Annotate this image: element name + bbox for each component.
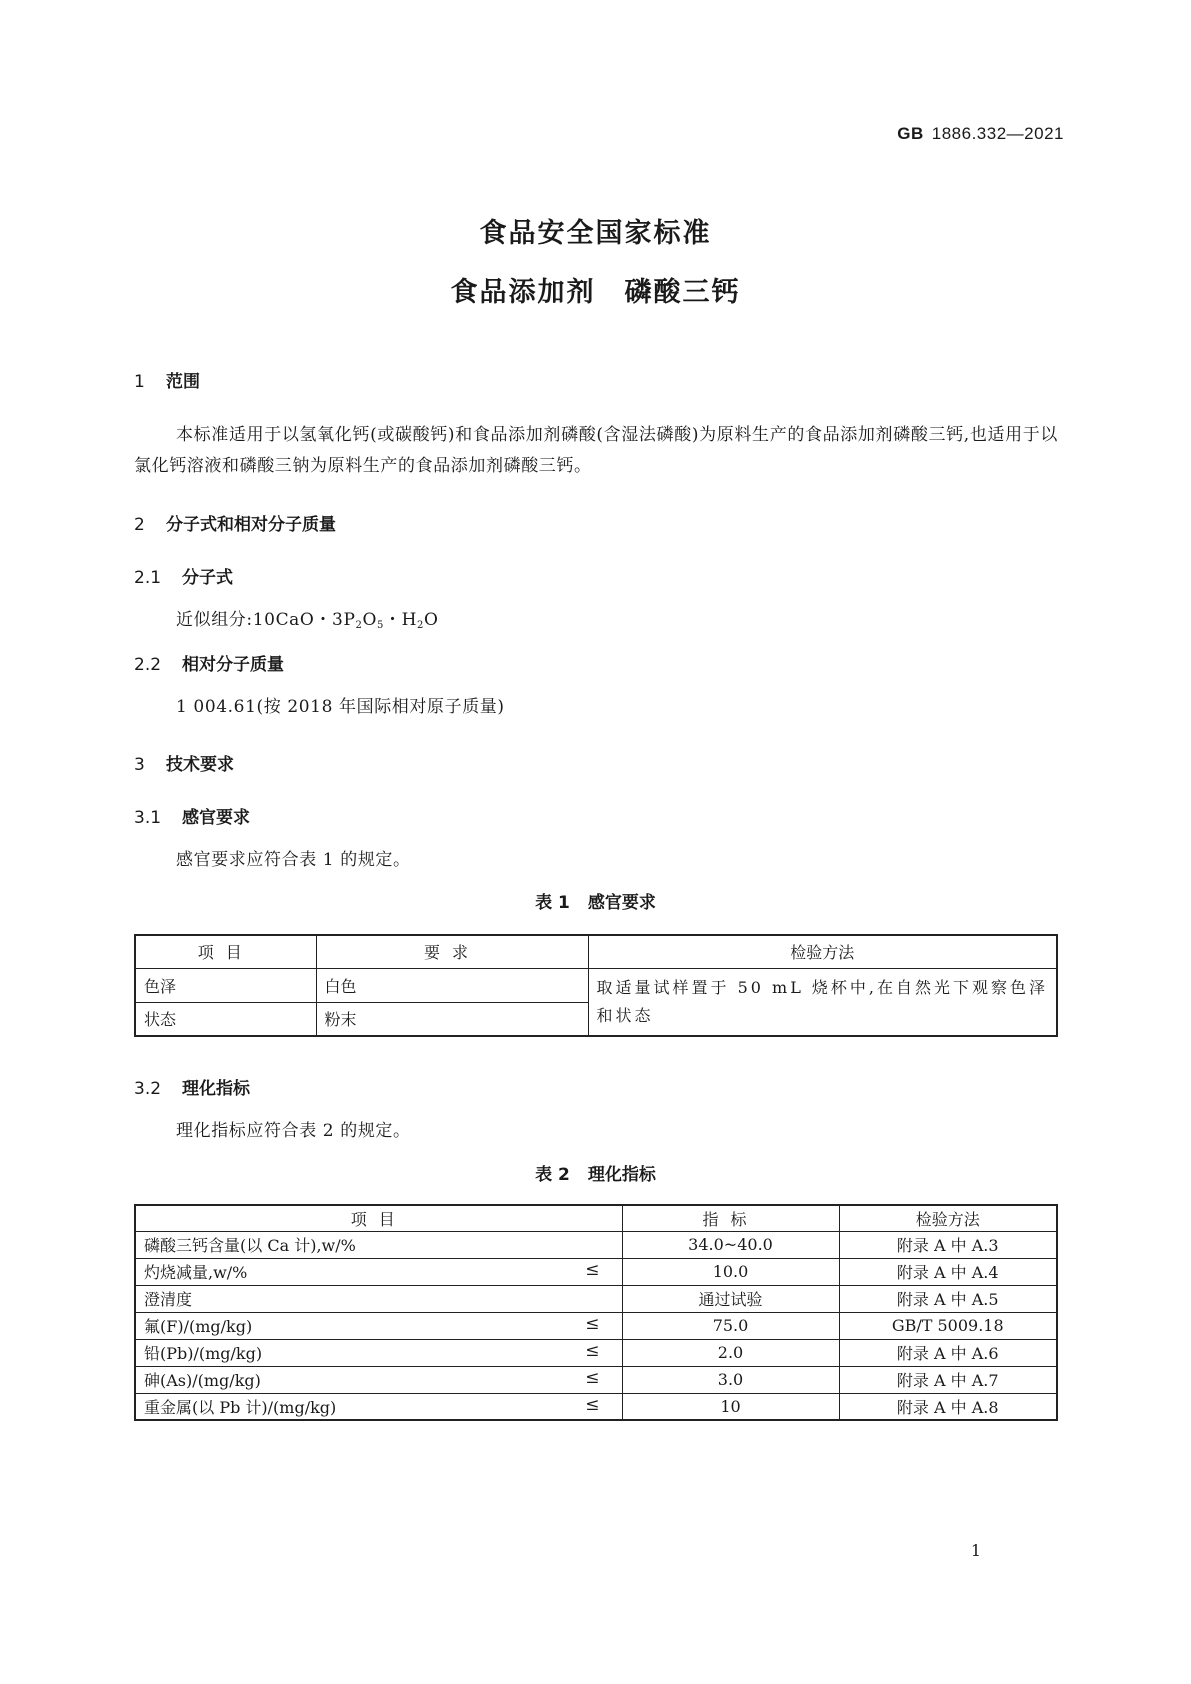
cell-method: 附录 A 中 A.3	[839, 1231, 1057, 1258]
standard-prefix: GB	[897, 124, 924, 143]
cell-method: 附录 A 中 A.8	[839, 1393, 1057, 1420]
cell-item-container	[135, 1366, 622, 1393]
section-2-1-heading	[134, 563, 233, 588]
document-subtitle: 食品添加剂 磷酸三钙	[450, 277, 741, 308]
header-requirement: 要求	[316, 935, 588, 968]
section-1-heading	[134, 367, 200, 392]
physchem-table	[134, 1204, 1058, 1421]
section-number: 2.2	[134, 655, 162, 675]
table-1-caption	[0, 888, 1191, 913]
section-title: 分子式	[182, 568, 233, 588]
formula-subscript: 5	[377, 620, 384, 631]
molecular-formula	[176, 605, 439, 630]
section-3-2-heading	[134, 1074, 250, 1099]
cell-method: 附录 A 中 A.6	[839, 1339, 1057, 1366]
lte-symbol: ≤	[585, 1341, 600, 1361]
scope-paragraph: 本标准适用于以氢氧化钙(或碳酸钙)和食品添加剂磷酸(含湿法磷酸)为原料生产的食品添加剂磷酸三钙,也适用于以氯化钙溶液和磷酸三钠为原料生产的食品添加剂磷酸三钙。	[134, 425, 1058, 476]
header-value: 指标	[622, 1205, 839, 1231]
table-row	[135, 968, 1057, 1002]
cell-item-container	[135, 1393, 622, 1420]
cell-item: 砷(As)/(mg/kg)	[144, 1371, 261, 1390]
cell-method: 附录 A 中 A.4	[839, 1258, 1057, 1285]
cell-item: 重金属(以 Pb 计)/(mg/kg)	[144, 1397, 337, 1417]
page-number: 1	[970, 1541, 981, 1560]
cell-method: GB/T 5009.18	[839, 1312, 1057, 1339]
section-number: 3.2	[134, 1079, 162, 1099]
molecular-mass: 1 004.61(按 2018 年国际相对原子质量)	[176, 697, 505, 717]
section-title: 范围	[166, 372, 200, 392]
section-title: 技术要求	[166, 755, 234, 775]
table-number: 表 1	[535, 893, 570, 913]
header-item: 项目	[135, 935, 316, 968]
table-row	[135, 1339, 1057, 1366]
formula-subscript: 2	[355, 620, 363, 631]
formula-part: 10CaO・3P	[252, 610, 356, 630]
section-title: 感官要求	[182, 808, 250, 828]
formula-part: O	[362, 610, 378, 630]
section-title: 理化指标	[182, 1079, 250, 1099]
cell-item: 磷酸三钙含量(以 Ca 计),w/%	[135, 1231, 622, 1258]
document-title: 食品安全国家标准	[479, 218, 712, 249]
table-title: 理化指标	[587, 1165, 656, 1185]
header-method: 检验方法	[839, 1205, 1057, 1231]
sensory-intro: 感官要求应符合表 1 的规定。	[176, 850, 411, 870]
table-number: 表 2	[535, 1165, 570, 1185]
cell-value: 通过试验	[622, 1285, 839, 1312]
cell-value: 3.0	[622, 1366, 839, 1393]
formula-subscript: 2	[417, 620, 424, 631]
table-header-row	[135, 935, 1057, 968]
standard-code	[897, 124, 1064, 144]
section-3-1-heading	[134, 803, 250, 828]
table-row	[135, 1231, 1057, 1258]
formula-part: ・H	[384, 610, 418, 630]
cell-value: 10	[622, 1393, 839, 1420]
cell-item: 氟(F)/(mg/kg)	[144, 1317, 253, 1336]
lte-symbol: ≤	[585, 1260, 600, 1280]
formula-label: 近似组分:	[176, 610, 253, 630]
cell-method: 附录 A 中 A.5	[839, 1285, 1057, 1312]
cell-value: 10.0	[622, 1258, 839, 1285]
table-header-row	[135, 1205, 1057, 1231]
cell-item: 澄清度	[135, 1285, 622, 1312]
cell-method: 附录 A 中 A.7	[839, 1366, 1057, 1393]
section-number: 2.1	[134, 568, 162, 588]
cell-item-container	[135, 1258, 622, 1285]
cell-item-container	[135, 1339, 622, 1366]
cell-value: 75.0	[622, 1312, 839, 1339]
section-title: 相对分子质量	[182, 655, 284, 675]
cell-item: 铅(Pb)/(mg/kg)	[144, 1344, 263, 1363]
cell-requirement: 白色	[316, 968, 588, 1002]
table-row	[135, 1285, 1057, 1312]
cell-value: 34.0~40.0	[622, 1231, 839, 1258]
sensory-table	[134, 934, 1058, 1037]
section-2-2-heading	[134, 650, 284, 675]
section-2-heading	[134, 510, 336, 535]
table-row	[135, 1393, 1057, 1420]
lte-symbol: ≤	[585, 1394, 600, 1415]
cell-requirement: 粉末	[316, 1002, 588, 1036]
formula-part: O	[424, 610, 439, 630]
lte-symbol: ≤	[585, 1368, 600, 1388]
section-number: 3.1	[134, 808, 162, 828]
cell-item-container	[135, 1312, 622, 1339]
section-number: 1	[134, 372, 145, 392]
table-row	[135, 1366, 1057, 1393]
table-title: 感官要求	[587, 893, 656, 913]
table-2-caption	[0, 1160, 1191, 1185]
section-number: 2	[134, 515, 145, 535]
header-item: 项目	[135, 1205, 622, 1231]
header-method: 检验方法	[588, 935, 1057, 968]
table-row	[135, 1258, 1057, 1285]
cell-item: 色泽	[135, 968, 316, 1002]
section-3-heading	[134, 750, 234, 775]
standard-number: 1886.332—2021	[931, 124, 1064, 143]
section-number: 3	[134, 755, 145, 775]
cell-method: 取适量试样置于 50 mL 烧杯中,在自然光下观察色泽和状态	[588, 968, 1057, 1036]
cell-item: 灼烧减量,w/%	[144, 1263, 248, 1282]
cell-item: 状态	[135, 1002, 316, 1036]
cell-value: 2.0	[622, 1339, 839, 1366]
physchem-intro: 理化指标应符合表 2 的规定。	[176, 1121, 411, 1141]
lte-symbol: ≤	[585, 1314, 600, 1334]
section-title: 分子式和相对分子质量	[166, 515, 336, 535]
table-row	[135, 1312, 1057, 1339]
